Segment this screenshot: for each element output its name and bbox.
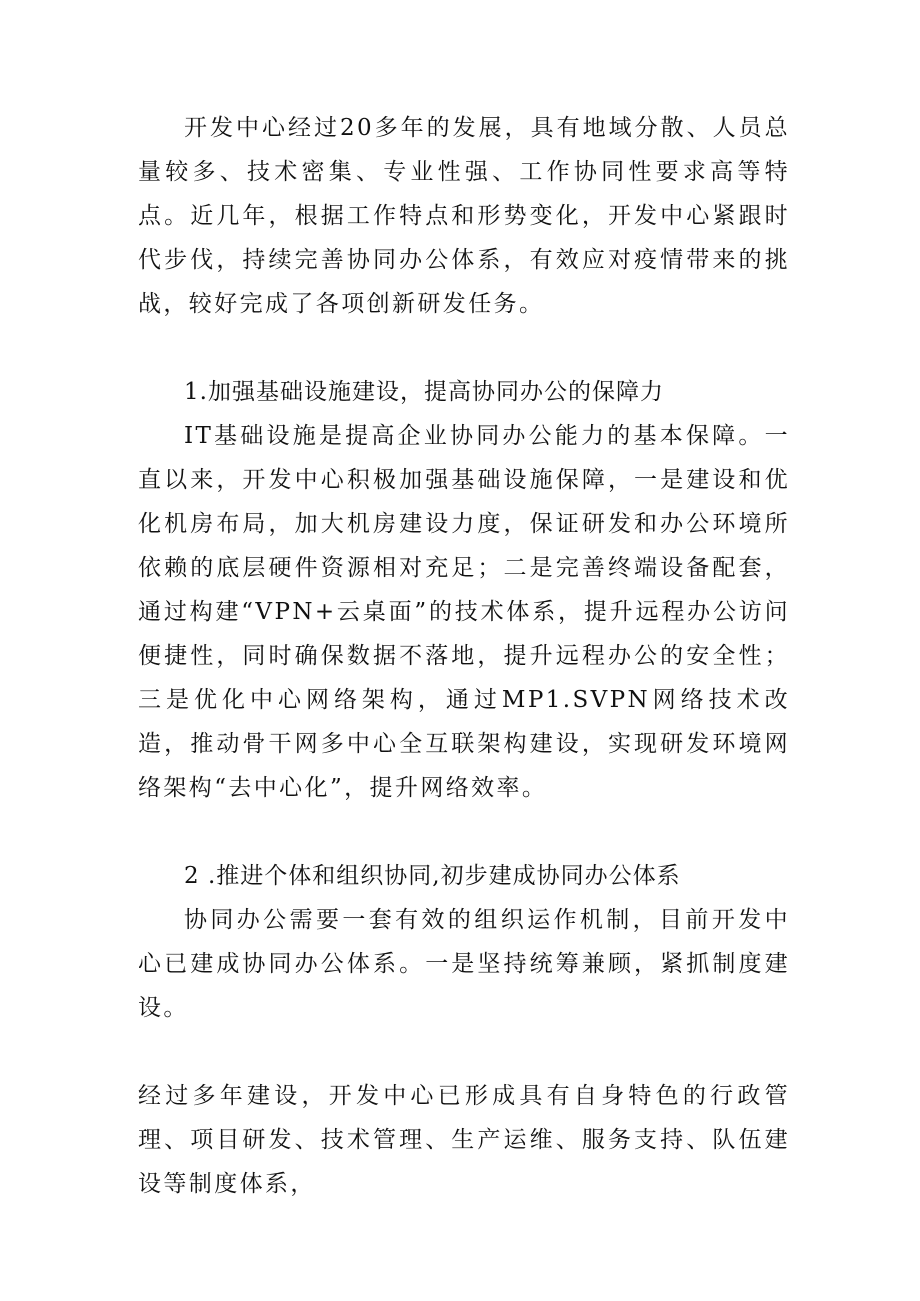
continuation-paragraph: 经过多年建设，开发中心已形成具有自身特色的行政管理、项目研发、技术管理、生产运维、服务支持、队伍建设等制度体系， — [138, 1083, 790, 1197]
section-heading-1: 1.加强基础设施建设，提高协同办公的保障力 — [184, 379, 664, 405]
intro-paragraph: 开发中心经过20多年的发展，具有地域分散、人员总量较多、技术密集、专业性强、工作协同性要求高等特点。近几年，根据工作特点和形势变化，开发中心紧跟时代步伐，持续完善协同办公体系，有效应对疫情带来的挑战，较好完成了各项创新研发任务。 — [138, 115, 790, 317]
section-2-paragraph: 协同办公需要一套有效的组织运作机制，目前开发中心已建成协同办公体系。一是坚持统筹兼顾，紧抓制度建设。 — [138, 907, 790, 1021]
section-heading-2: 2 .推进个体和组织协同,初步建成协同办公体系 — [184, 863, 681, 889]
section-1-paragraph: IT基础设施是提高企业协同办公能力的基本保障。一直以来，开发中心积极加强基础设施保障，一是建设和优化机房布局，加大机房建设力度，保证研发和办公环境所依赖的底层硬件资源相对充足；二是完善终端设备配套，通过构建“VPN+云桌面”的技术体系，提升远程办公访问便捷性，同时确保数据不落地，提升远程办公的安全性；三是优化中心网络架构，通过MP1.SVPN网络技术改造，推动骨干网多中心全互联架构建设，实现研发环境网络架构“去中心化”，提升网络效率。 — [138, 423, 790, 801]
